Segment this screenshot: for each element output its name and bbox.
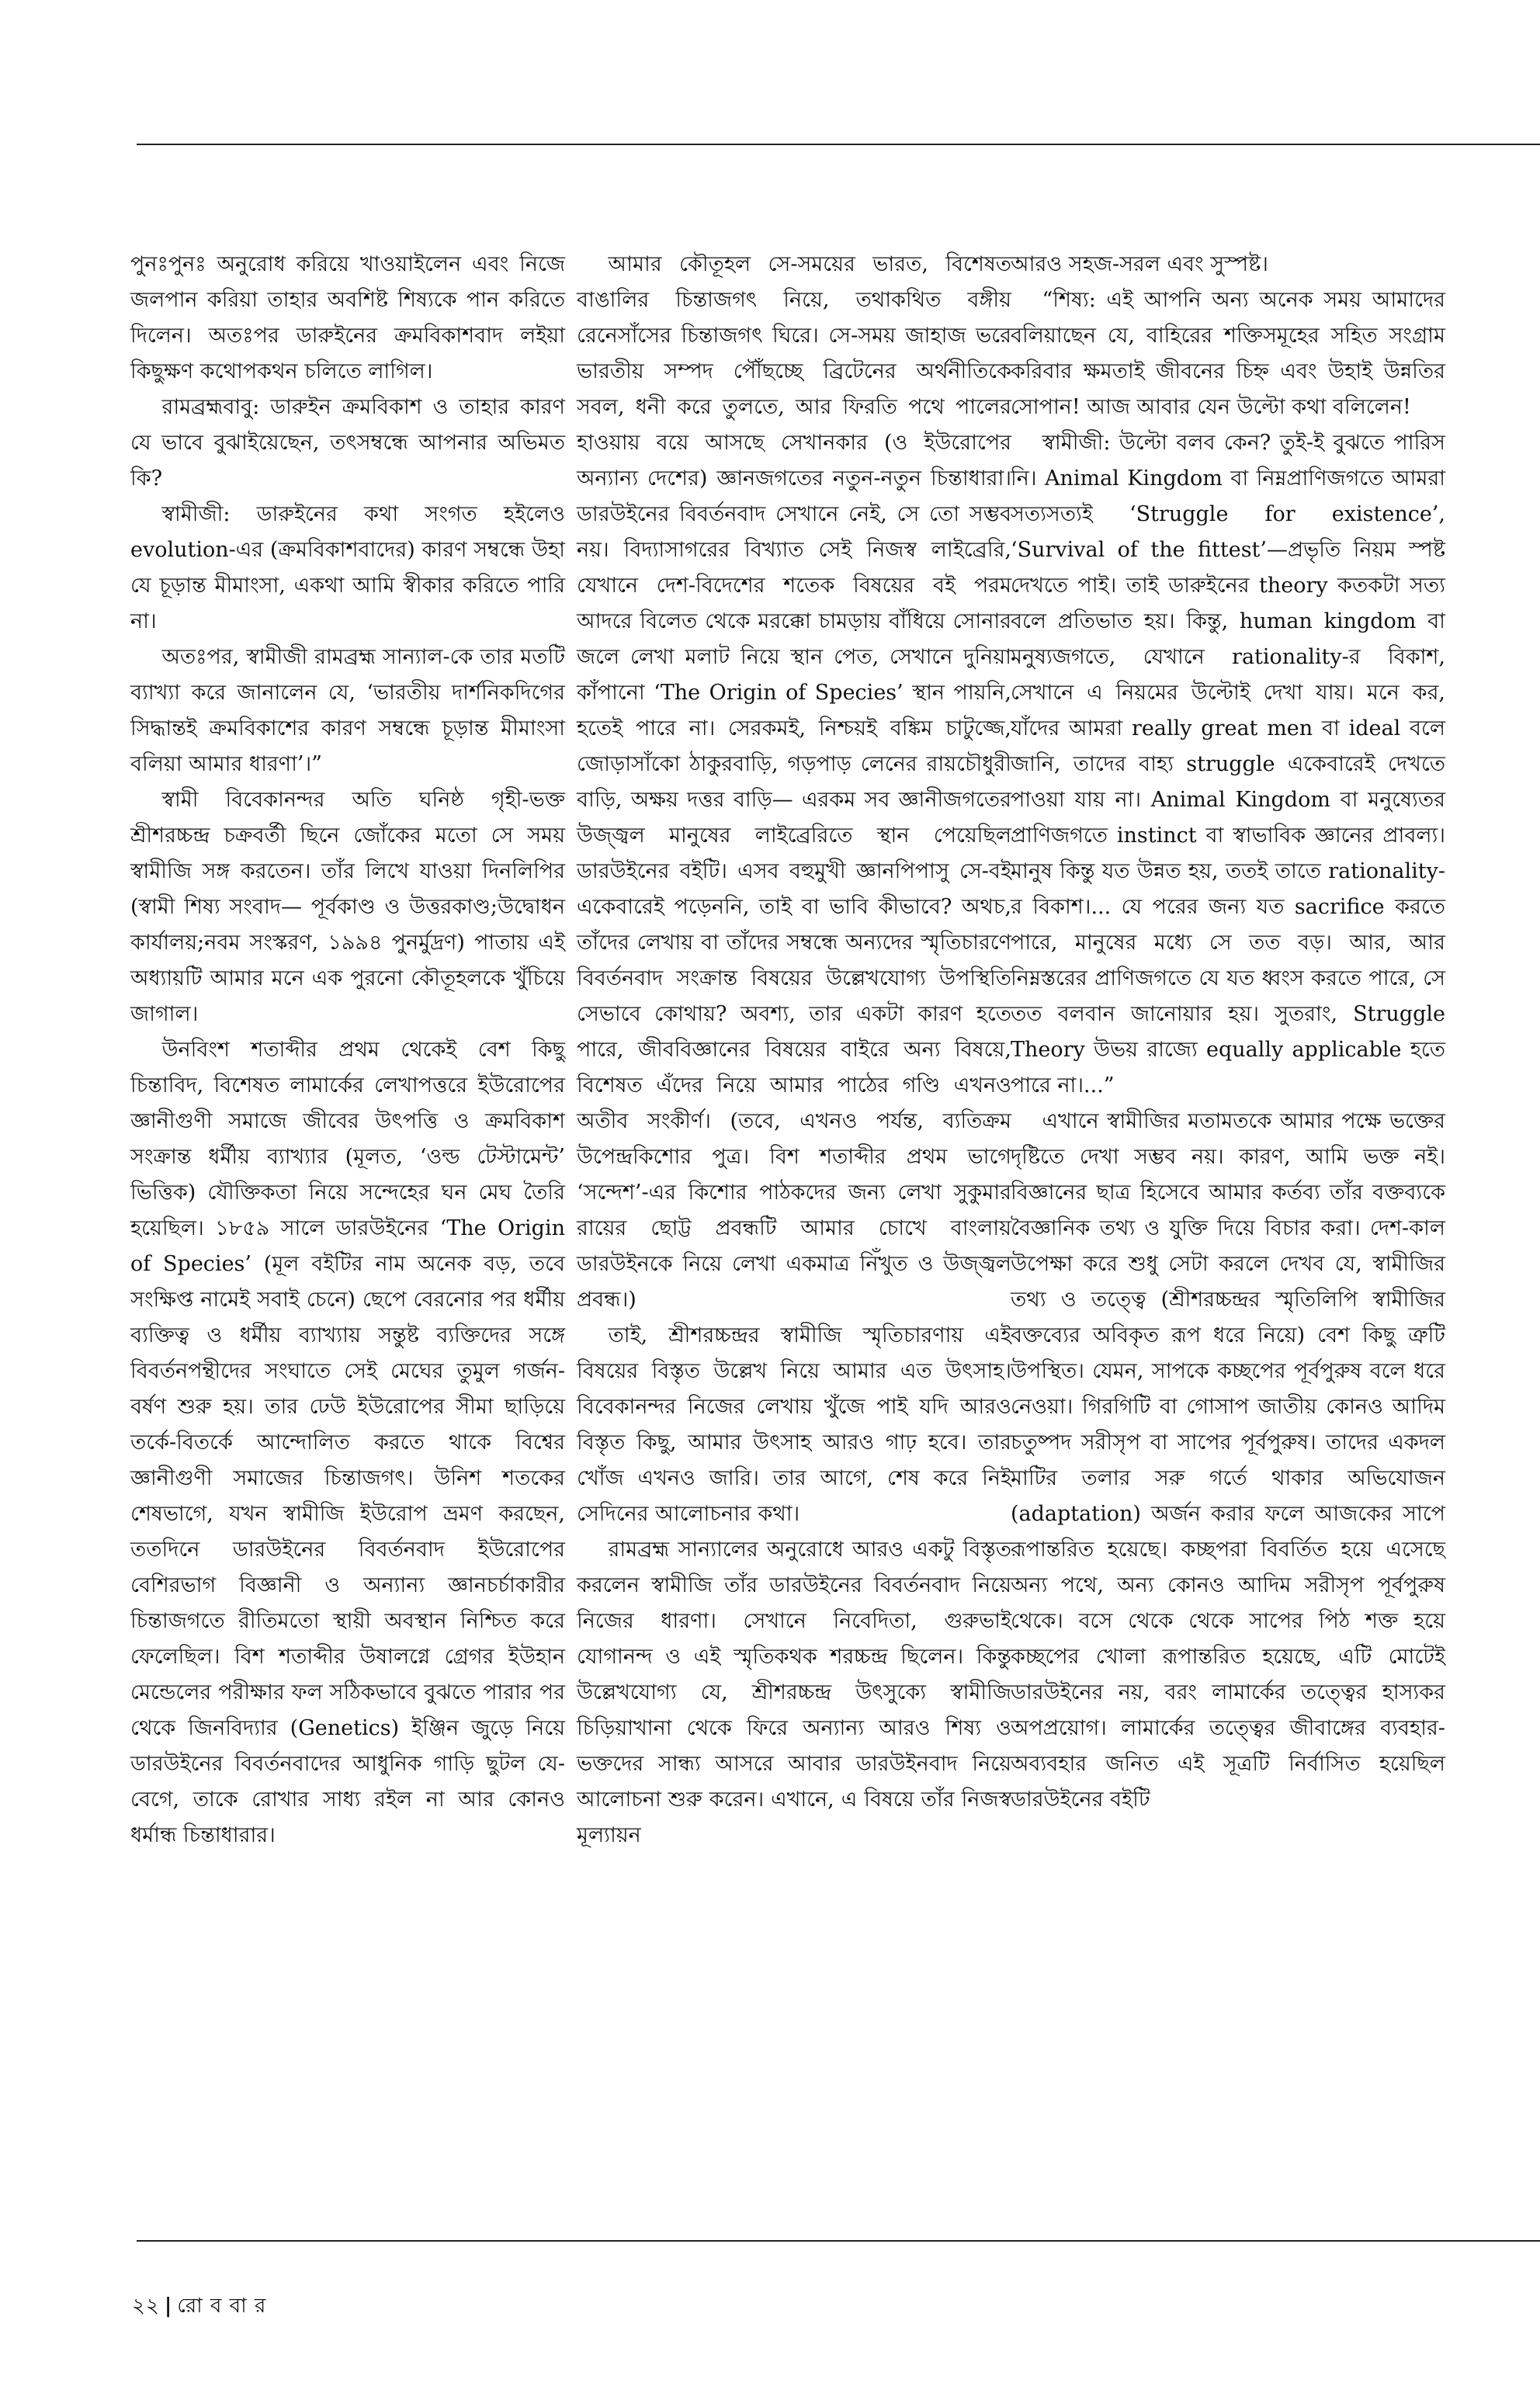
paragraph: তাই, শ্রীশরচ্চন্দ্রর স্বামীজি স্মৃতিচারণায় এই বিষয়ের বিস্তৃত উল্লেখ নিয়ে আমার এত উৎসাহ। বিবেকানন্দর নিজের লেখায় খুঁজে পাই যদি আরও বিস্তৃত কিছু, আমার উৎসাহ আরও গাঢ় হবে। তার খোঁজ এখনও জারি। তার আগে, শেষ করে নিই সেদিনের আলোচনার কথা।: [577, 1323, 1011, 1526]
paragraph: আরও সহজ-সরল এবং সুস্পষ্ট।: [1011, 252, 1268, 276]
footer-separator: |: [164, 2294, 173, 2318]
paragraph: স্বামীজী: উল্টো বলব কেন? তুই-ই বুঝতে পারিস নি। Animal Kingdom বা নিম্নপ্রাণিজগতে আমরা সত্যসত্যই ‘Struggle for existence’, ‘Survival of the fittest’—প্রভৃতি নিয়ম স্পষ্ট দেখতে পাই। তাই ডারুইনের theory কতকটা সত্য বলে প্রতিভাত হয়। কিন্তু, human kingdom বা মনুষ্যজগতে, যেখানে rationality-র বিকাশ, সেখানে এ নিয়মের উল্টোই দেখা যায়। মনে কর, যাঁদের আমরা really great men বা ideal বলে জানি, তাদের বাহ্য struggle একেবারেই দেখতে পাওয়া যায় না। Animal Kingdom বা মনুষ্যেতর প্রাণিজগতে instinct বা স্বাভাবিক জ্ঞানের প্রাবল্য। মানুষ কিন্তু যত উন্নত হয়, ততই তাতে rationality-র বিকাশ।... যে পরের জন্য যত sacrifice করতে পারে, মানুষের মধ্যে সে তত বড়। আর, আর নিম্নস্তরের প্রাণিজগতে যে যত ধ্বংস করতে পারে, সে তত বলবান জানোয়ার হয়। সুতরাং, Struggle Theory উভয় রাজ্যে equally applicable হতে পারে না।...”: [1011, 431, 1445, 1098]
top-rule: [137, 144, 1540, 145]
page-number: ২২: [132, 2294, 160, 2318]
paragraph: স্বামী বিবেকানন্দর অতি ঘনিষ্ঠ গৃহী-ভক্ত শ্রীশরচ্চন্দ্র চক্রবর্তী ছিনে জোঁকের মতো সে সময় স্বামীজি সঙ্গ করতেন। তাঁর লিখে যাওয়া দিনলিপির (স্বামী শিষ্য সংবাদ— পূর্বকাণ্ড ও উত্তরকাণ্ড;উদ্বোধন কার্যালয়;নবম সংস্করণ, ১৯৯৪ পুনর্মুদ্রণ) পাতায় এই অধ্যায়টি আমার মনে এক পুরনো কৌতূহলকে খুঁচিয়ে জাগাল।: [130, 788, 565, 1026]
paragraph: স্বামীজী: ডারুইনের কথা সংগত হইলেও evolution-এর (ক্রমবিকাশবাদের) কারণ সম্বন্ধে উহা যে চূড়ান্ত মীমাংসা, একথা আমি স্বীকার করিতে পারি না।: [130, 502, 565, 633]
text-column-3: [1011, 247, 1445, 1818]
magazine-name: রো ব বা র: [177, 2294, 267, 2318]
page-footer: [132, 2290, 266, 2324]
paragraph: রামব্রহ্ম সান্যালের অনুরোধে আরও একটু বিস্তৃত করলেন স্বামীজি তাঁর ডারউইনের বিবর্তনবাদ নিয়ে নিজের ধারণা। সেখানে নিবেদিতা, গুরুভাই যোগানন্দ ও এই স্মৃতিকথক শরচ্চন্দ্র ছিলেন। কিন্তু উল্লেখযোগ্য যে, শ্রীশরচ্চন্দ্র উৎসুক্যে স্বামীজি চিড়িয়াখানা থেকে ফিরে অন্যান্য আরও শিষ্য ও ভক্তদের সান্ধ্য আসরে আবার ডারউইনবাদ নিয়ে আলোচনা শুরু করেন। এখানে, এ বিষয়ে তাঁর নিজস্ব মূল্যায়ন: [577, 1538, 1011, 1847]
paragraph: এখানে স্বামীজির মতামতকে আমার পক্ষে ভক্তের দৃষ্টিতে দেখা সম্ভব নয়। কারণ, আমি ভক্ত নই। বিজ্ঞানের ছাত্র হিসেবে আমার কর্তব্য তাঁর বক্তব্যকে বৈজ্ঞানিক তথ্য ও যুক্তি দিয়ে বিচার করা। দেশ-কাল উপেক্ষা করে শুধু সেটা করলে দেখব যে, স্বামীজির তথ্য ও তত্ত্বে (শ্রীশরচ্চন্দ্রর স্মৃতিলিপি স্বামীজির বক্তব্যের অবিকৃত রূপ ধরে নিয়ে) বেশ কিছু ত্রুটি উপস্থিত। যেমন, সাপকে কচ্ছপের পূর্বপুরুষ বলে ধরে নেওয়া। গিরগিটি বা গোসাপ জাতীয় কোনও আদিম চতুষ্পদ সরীসৃপ বা সাপের পূর্বপুরুষ। তাদের একদল মাটির তলার সরু গর্তে থাকার অভিযোজন (adaptation) অর্জন করার ফলে আজকের সাপে রূপান্তরিত হয়েছে। কচ্ছপরা বিবর্তিত হয়ে এসেছে অন্য পথে, অন্য কোনও আদিম সরীসৃপ পূর্বপুরুষ থেকে। বসে থেকে থেকে সাপের পিঠ শক্ত হয়ে কচ্ছপের খোলা রূপান্তরিত হয়েছে, এটি মোটেই ডারউইনের নয়, বরং লামার্কের তত্ত্বের হাস্যকর অপপ্রয়োগ। লামার্কের তত্ত্বের জীবাঙ্গের ব্যবহার-অব্যবহার জনিত এই সূত্রটি নির্বাসিত হয়েছিল ডারউইনের বইটি: [1011, 1109, 1445, 1812]
paragraph: “শিষ্য: এই আপনি অন্য অনেক সময় আমাদের বলিয়াছেন যে, বাহিরের শক্তিসমূহের সহিত সংগ্রাম করিবার ক্ষমতাই জীবনের চিহ্ন এবং উহাই উন্নতির সোপান! আজ আবার যেন উল্টো কথা বলিলেন!: [1011, 288, 1445, 419]
paragraph: উনবিংশ শতাব্দীর প্রথম থেকেই বেশ কিছু চিন্তাবিদ, বিশেষত লামার্কের লেখাপত্তরে ইউরোপের জ্ঞানীগুণী সমাজে জীবের উৎপত্তি ও ক্রমবিকাশ সংক্রান্ত ধর্মীয় ব্যাখ্যার (মূলত, ‘ওল্ড টেস্টামেন্ট’ ভিত্তিক) যৌক্তিকতা নিয়ে সন্দেহের ঘন মেঘ তৈরি হয়েছিল। ১৮৫৯ সালে ডারউইনের ‘The Origin of Species’ (মূল বইটির নাম অনেক বড়, তবে সংক্ষিপ্ত নামেই সবাই চেনে) ছেপে বেরনোর পর ধর্মীয় ব্যক্তিত্ব ও ধর্মীয় ব্যাখ্যায় সন্তুষ্ট ব্যক্তিদের সঙ্গে বিবর্তনপন্থীদের সংঘাতে সেই মেঘের তুমুল গর্জন-বর্ষণ শুরু হয়। তার ঢেউ ইউরোপের সীমা ছাড়িয়ে তর্কে-বিতর্কে আন্দোলিত করতে থাকে বিশ্বের জ্ঞানীগুণী সমাজের চিন্তাজগৎ। উনিশ শতকের শেষভাগে, যখন স্বামীজি ইউরোপ ভ্রমণ করছেন, ততদিনে ডারউইনের বিবর্তনবাদ ইউরোপের বেশিরভাগ বিজ্ঞানী ও অন্যান্য জ্ঞানচর্চাকারীর চিন্তাজগতে রীতিমতো স্থায়ী অবস্থান নিশ্চিত করে ফেলেছিল। বিশ শতাব্দীর উষালগ্নে গ্রেগর ইউহান মেন্ডেলের পরীক্ষার ফল সঠিকভাবে বুঝতে পারার পর থেকে জিনবিদ্যার (Genetics) ইঞ্জিন জুড়ে নিয়ে ডারউইনের বিবর্তনবাদের আধুনিক গাড়ি ছুটল যে-বেগে, তাকে রোখার সাধ্য রইল না আর কোনও ধর্মান্ধ চিন্তাধারার।: [130, 1038, 565, 1847]
bottom-rule: [137, 2240, 1540, 2242]
text-column-2: [577, 247, 1011, 1854]
paragraph: আমার কৌতূহল সে-সময়ের ভারত, বিশেষত বাঙালির চিন্তাজগৎ নিয়ে, তথাকথিত বঙ্গীয় রেনেসাঁসের চিন্তাজগৎ ঘিরে। সে-সময় জাহাজ ভরে ভারতীয় সম্পদ পৌঁছচ্ছে ব্রিটেনের অর্থনীতিকে সবল, ধনী করে তুলতে, আর ফিরতি পথে পালের হাওয়ায় বয়ে আসছে সেখানকার (ও ইউরোপের অন্যান্য দেশের) জ্ঞানজগতের নতুন-নতুন চিন্তাধারা। ডারউইনের বিবর্তনবাদ সেখানে নেই, সে তো সম্ভব নয়। বিদ্যাসাগরের বিখ্যাত সেই নিজস্ব লাইব্রেরি, যেখানে দেশ-বিদেশের শতেক বিষয়ের বই পরম আদরে বিলেত থেকে মরক্কো চামড়ায় বাঁধিয়ে সোনার জলে লেখা মলাট নিয়ে স্থান পেত, সেখানে দুনিয়া কাঁপানো ‘The Origin of Species’ স্থান পায়নি, হতেই পারে না। সেরকমই, নিশ্চয়ই বঙ্কিম চাটুজ্জে, জোড়াসাঁকো ঠাকুরবাড়ি, গড়পাড় লেনের রায়চৌধুরী বাড়ি, অক্ষয় দত্তর বাড়ি— এরকম সব জ্ঞানীজগতের উজ্জ্বল মানুষের লাইব্রেরিতে স্থান পেয়েছিল ডারউইনের বইটি। এসব বহুমুখী জ্ঞানপিপাসু সে-বই একেবারেই পড়েননি, তাই বা ভাবি কীভাবে? অথচ, তাঁদের লেখায় বা তাঁদের সম্বন্ধে অন্যদের স্মৃতিচারণে বিবর্তনবাদ সংক্রান্ত বিষয়ের উল্লেখযোগ্য উপস্থিতি সেভাবে কোথায়? অবশ্য, তার একটা কারণ হতে পারে, জীববিজ্ঞানের বিষয়ের বাইরে অন্য বিষয়ে, বিশেষত এঁদের নিয়ে আমার পাঠের গণ্ডি এখনও অতীব সংকীর্ণ। (তবে, এখনও পর্যন্ত, ব্যতিক্রম উপেন্দ্রকিশোর পুত্র। বিশ শতাব্দীর প্রথম ভাগে ‘সন্দেশ’-এর কিশোর পাঠকদের জন্য লেখা সুকুমার রায়ের ছোট্ট প্রবন্ধটি আমার চোখে বাংলায় ডারউইনকে নিয়ে লেখা একমাত্র নিঁখুত ও উজ্জ্বল প্রবন্ধ।): [577, 252, 1011, 1312]
paragraph: অতঃপর, স্বামীজী রামব্রহ্ম সান্যাল-কে তার মতটি ব্যাখ্যা করে জানালেন যে, ‘ভারতীয় দার্শনিকদিগের সিদ্ধান্তই ক্রমবিকাশের কারণ সম্বন্ধে চূড়ান্ত মীমাংসা বলিয়া আমার ধারণা’।”: [130, 645, 565, 776]
text-column-1: [130, 247, 565, 1854]
paragraph: পুনঃপুনঃ অনুরোধ করিয়ে খাওয়াইলেন এবং নিজে জলপান করিয়া তাহার অবশিষ্ট শিষ্যকে পান করিতে দিলেন। অতঃপর ডারুইনের ক্রমবিকাশবাদ লইয়া কিছুক্ষণ কথোপকথন চলিতে লাগিল।: [130, 252, 565, 383]
paragraph: রামব্রহ্মবাবু: ডারুইন ক্রমবিকাশ ও তাহার কারণ যে ভাবে বুঝাইয়েছেন, তৎসম্বন্ধে আপনার অভিমত কি?: [130, 395, 565, 491]
